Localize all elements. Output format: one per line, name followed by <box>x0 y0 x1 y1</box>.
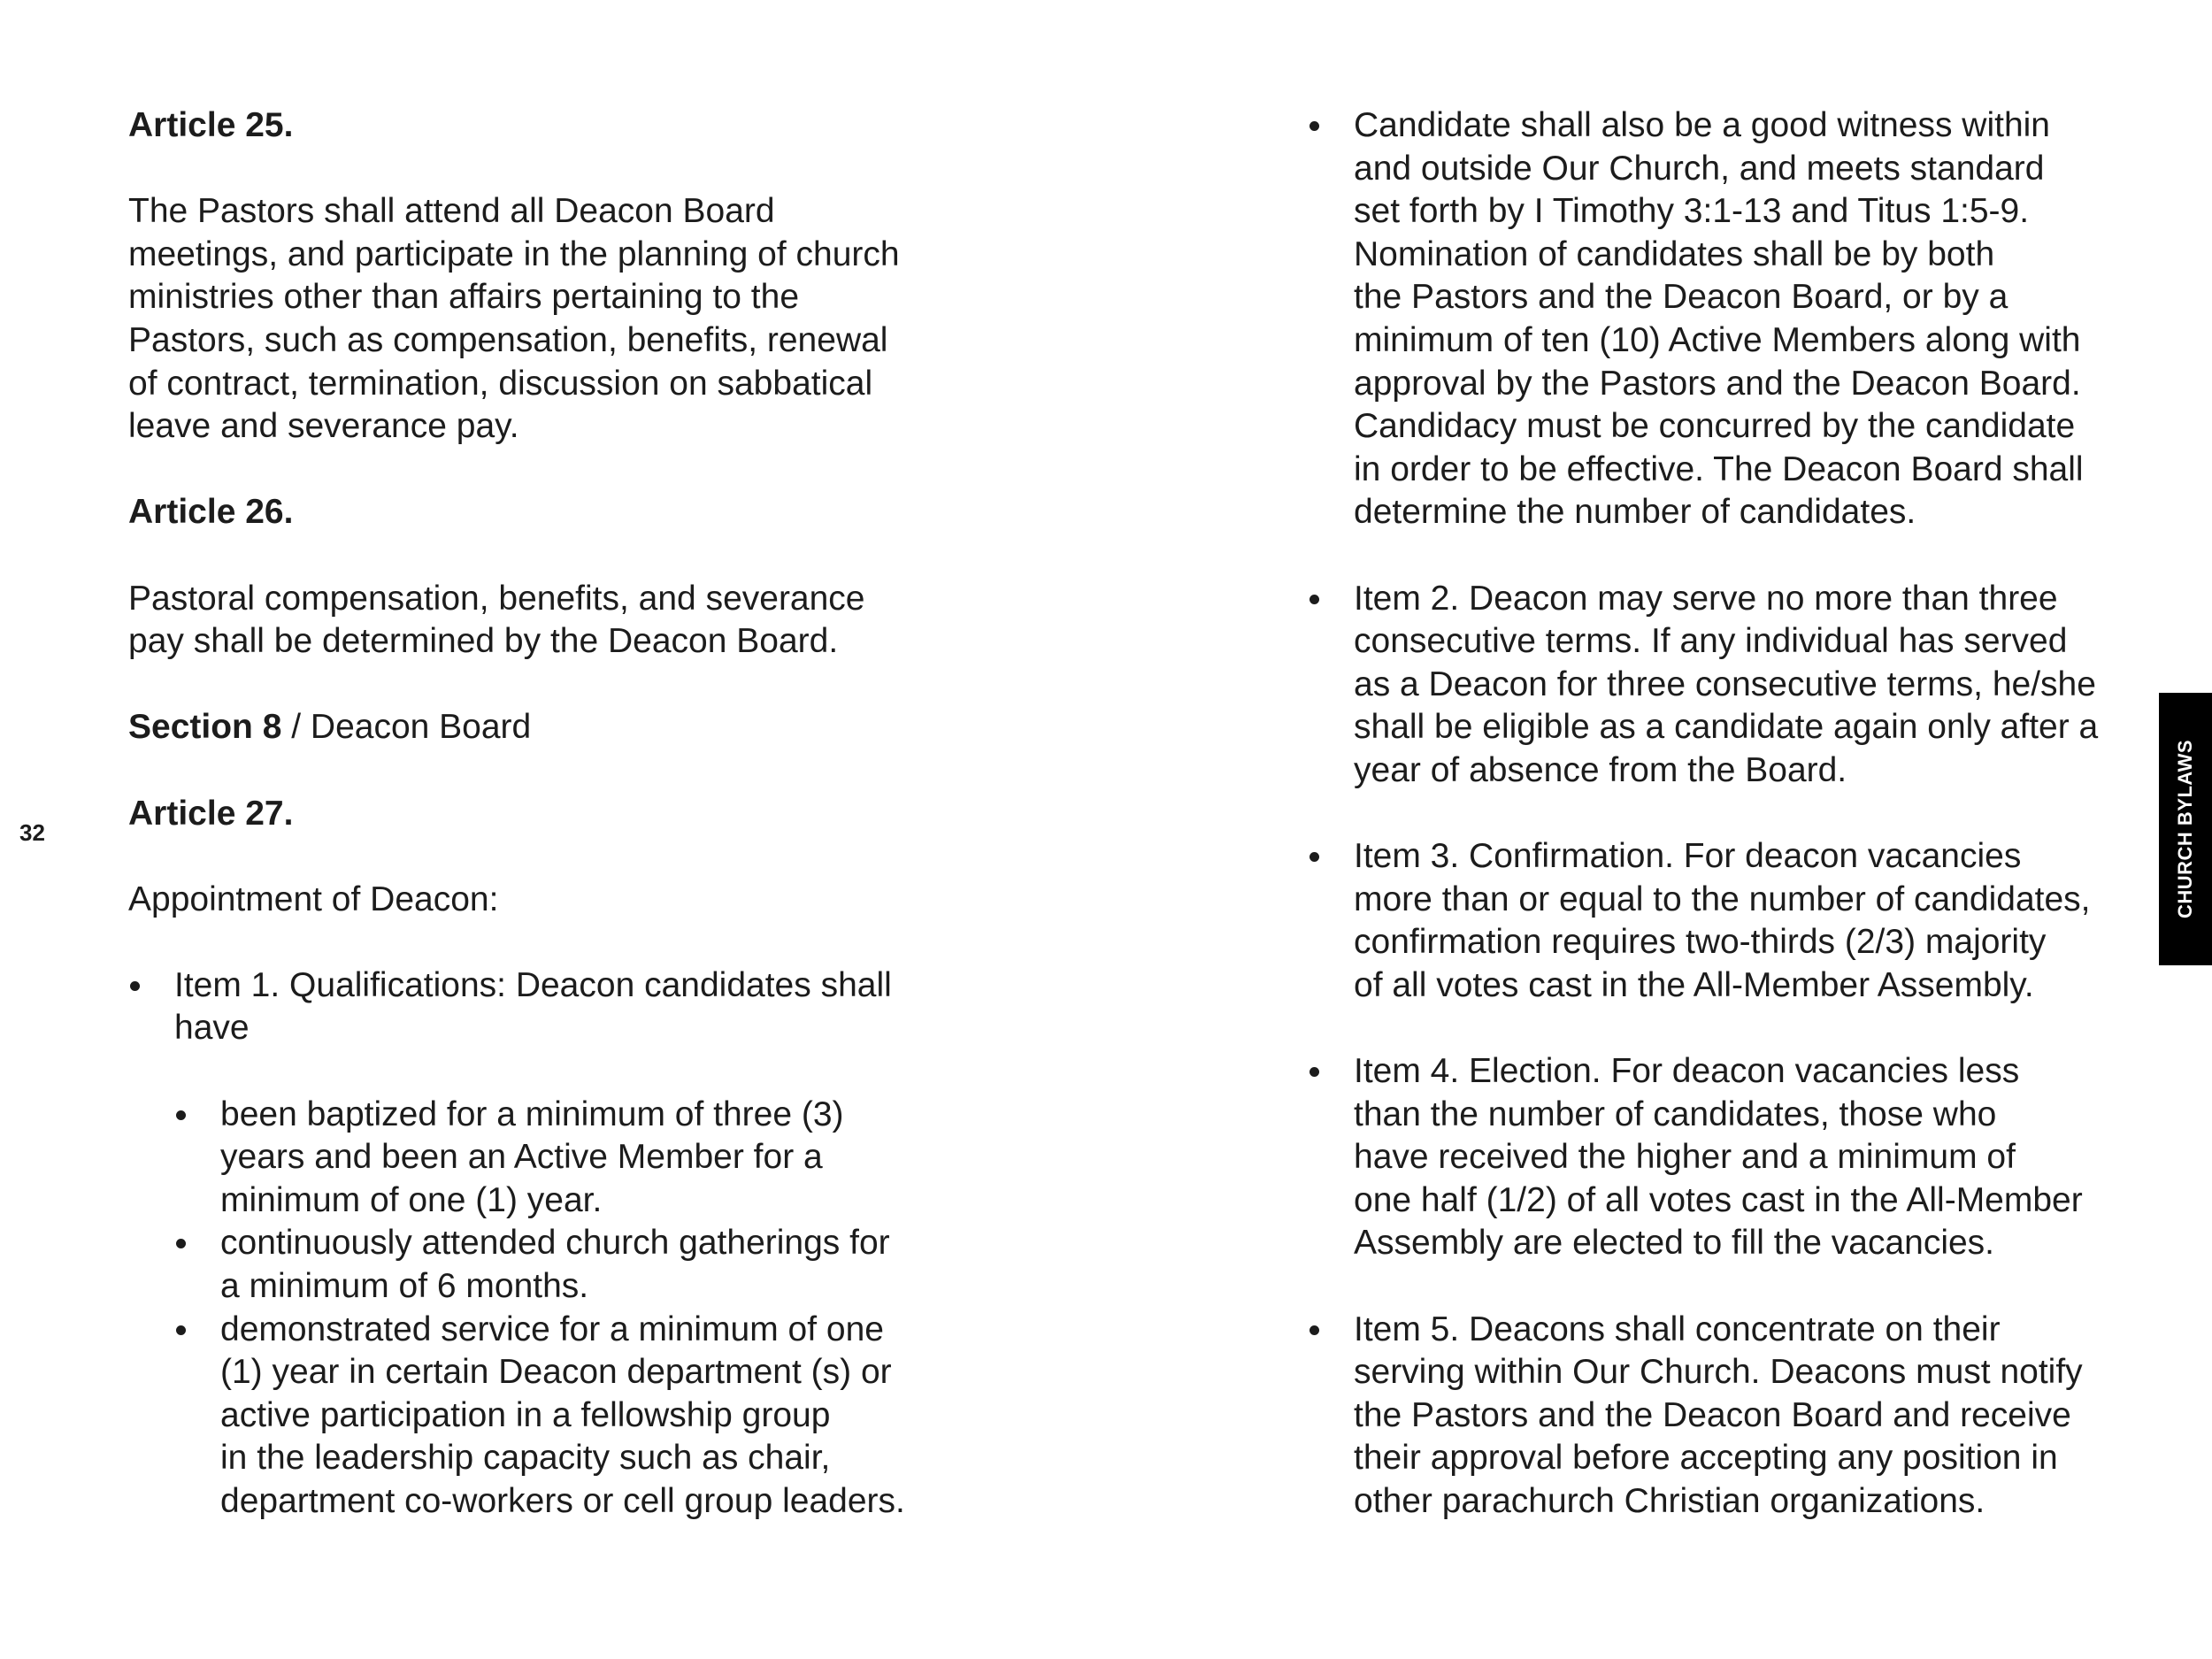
item-3-bullet <box>1308 835 2104 1007</box>
left-column <box>128 104 925 1524</box>
text-line: continuously attended church gatherings for <box>220 1224 890 1263</box>
side-tab-label: CHURCH BYLAWS <box>2174 739 2196 919</box>
text-line: approval by the Pastors and the Deacon Board. <box>1354 364 2081 403</box>
text-line: more than or equal to the number of candidates, <box>1354 879 2091 918</box>
section-separator: / <box>281 708 311 747</box>
article-26-heading: Article 26. <box>128 493 294 532</box>
text-line: other parachurch Christian organizations. <box>1354 1482 1985 1520</box>
text-line: a minimum of 6 months. <box>220 1267 589 1306</box>
text-line: Pastors, such as compensation, benefits, renewal <box>128 320 888 359</box>
text-line: one half (1/2) of all votes cast in the All-Member <box>1354 1180 2083 1219</box>
article-27-heading: Article 27. <box>128 794 294 833</box>
section-label: Section 8 <box>128 708 282 747</box>
text-line: determine the number of candidates. <box>1354 493 1916 532</box>
text-line: and outside Our Church, and meets standard <box>1354 149 2045 188</box>
text-line: active participation in a fellowship group <box>220 1395 831 1434</box>
item-5-bullet <box>1308 1309 2104 1524</box>
section-name: Deacon Board <box>310 708 532 747</box>
text-line: Candidacy must be concurred by the candidate <box>1354 407 2076 446</box>
text-line: have <box>174 1009 250 1048</box>
candidate-bullet <box>1308 104 2104 534</box>
section-heading <box>128 706 925 749</box>
text-line: ministries other than affairs pertaining to the <box>128 278 800 317</box>
text-line: in order to be effective. The Deacon Board shall <box>1354 449 2084 488</box>
sub-bullet-service <box>128 1309 925 1524</box>
article-25-heading: Article 25. <box>128 106 294 144</box>
text-line: shall be eligible as a candidate again only after a <box>1354 708 2099 747</box>
text-line: minimum of one (1) year. <box>220 1180 603 1219</box>
text-line: in the leadership capacity such as chair, <box>220 1439 831 1478</box>
text-line: meetings, and participate in the planning of church <box>128 234 900 273</box>
text-line: years and been an Active Member for a <box>220 1138 823 1177</box>
text-line: leave and severance pay. <box>128 407 519 446</box>
text-line: Item 2. Deacon may serve no more than three <box>1354 579 2058 618</box>
text-line: minimum of ten (10) Active Members along with <box>1354 320 2081 359</box>
text-line: Item 1. Qualifications: Deacon candidates shall <box>174 965 892 1004</box>
page-number: 32 <box>19 819 45 846</box>
text-line: their approval before accepting any position in <box>1354 1439 2058 1478</box>
text-line: been baptized for a minimum of three (3) <box>220 1094 844 1133</box>
text-line: The Pastors shall attend all Deacon Board <box>128 192 775 231</box>
text-line: the Pastors and the Deacon Board, or by a <box>1354 278 2008 317</box>
text-line: serving within Our Church. Deacons must notify <box>1354 1353 2083 1392</box>
text-line: year of absence from the Board. <box>1354 750 1847 789</box>
sub-bullet-attended <box>128 1222 925 1308</box>
article-25-text <box>128 190 925 449</box>
text-line: set forth by I Timothy 3:1-13 and Titus 1:5-9. <box>1354 192 2030 231</box>
text-line: (1) year in certain Deacon department (s) or <box>220 1353 892 1392</box>
text-line: department co-workers or cell group leaders. <box>220 1482 905 1520</box>
appointment-text: Appointment of Deacon: <box>128 879 499 918</box>
text-line: have received the higher and a minimum of <box>1354 1138 2016 1177</box>
text-line: of contract, termination, discussion on sabbatical <box>128 364 873 403</box>
text-line: Candidate shall also be a good witness within <box>1354 106 2050 144</box>
text-line: the Pastors and the Deacon Board and receive <box>1354 1395 2071 1434</box>
item-4-bullet <box>1308 1050 2104 1265</box>
text-line: Item 5. Deacons shall concentrate on their <box>1354 1310 2001 1348</box>
text-line: of all votes cast in the All-Member Assembly. <box>1354 965 2034 1004</box>
item-1-bullet <box>128 964 925 1050</box>
sub-bullet-baptized <box>128 1094 925 1223</box>
text-line: than the number of candidates, those who <box>1354 1094 1997 1133</box>
article-26-text <box>128 578 925 664</box>
text-line: demonstrated service for a minimum of one <box>220 1310 884 1348</box>
text-line: confirmation requires two-thirds (2/3) majority <box>1354 923 2047 962</box>
text-line: pay shall be determined by the Deacon Board. <box>128 622 839 661</box>
side-tab <box>2159 693 2212 965</box>
text-line: Nomination of candidates shall be by both <box>1354 234 1995 273</box>
item-2-bullet <box>1308 578 2104 793</box>
text-line: Pastoral compensation, benefits, and severance <box>128 579 865 618</box>
text-line: Item 4. Election. For deacon vacancies less <box>1354 1052 2020 1091</box>
text-line: Assembly are elected to fill the vacancies. <box>1354 1224 1995 1263</box>
text-line: Item 3. Confirmation. For deacon vacancies <box>1354 837 2022 876</box>
text-line: as a Deacon for three consecutive terms, he/she <box>1354 664 2096 703</box>
text-line: consecutive terms. If any individual has served <box>1354 622 2068 661</box>
right-column <box>1308 104 2104 1524</box>
